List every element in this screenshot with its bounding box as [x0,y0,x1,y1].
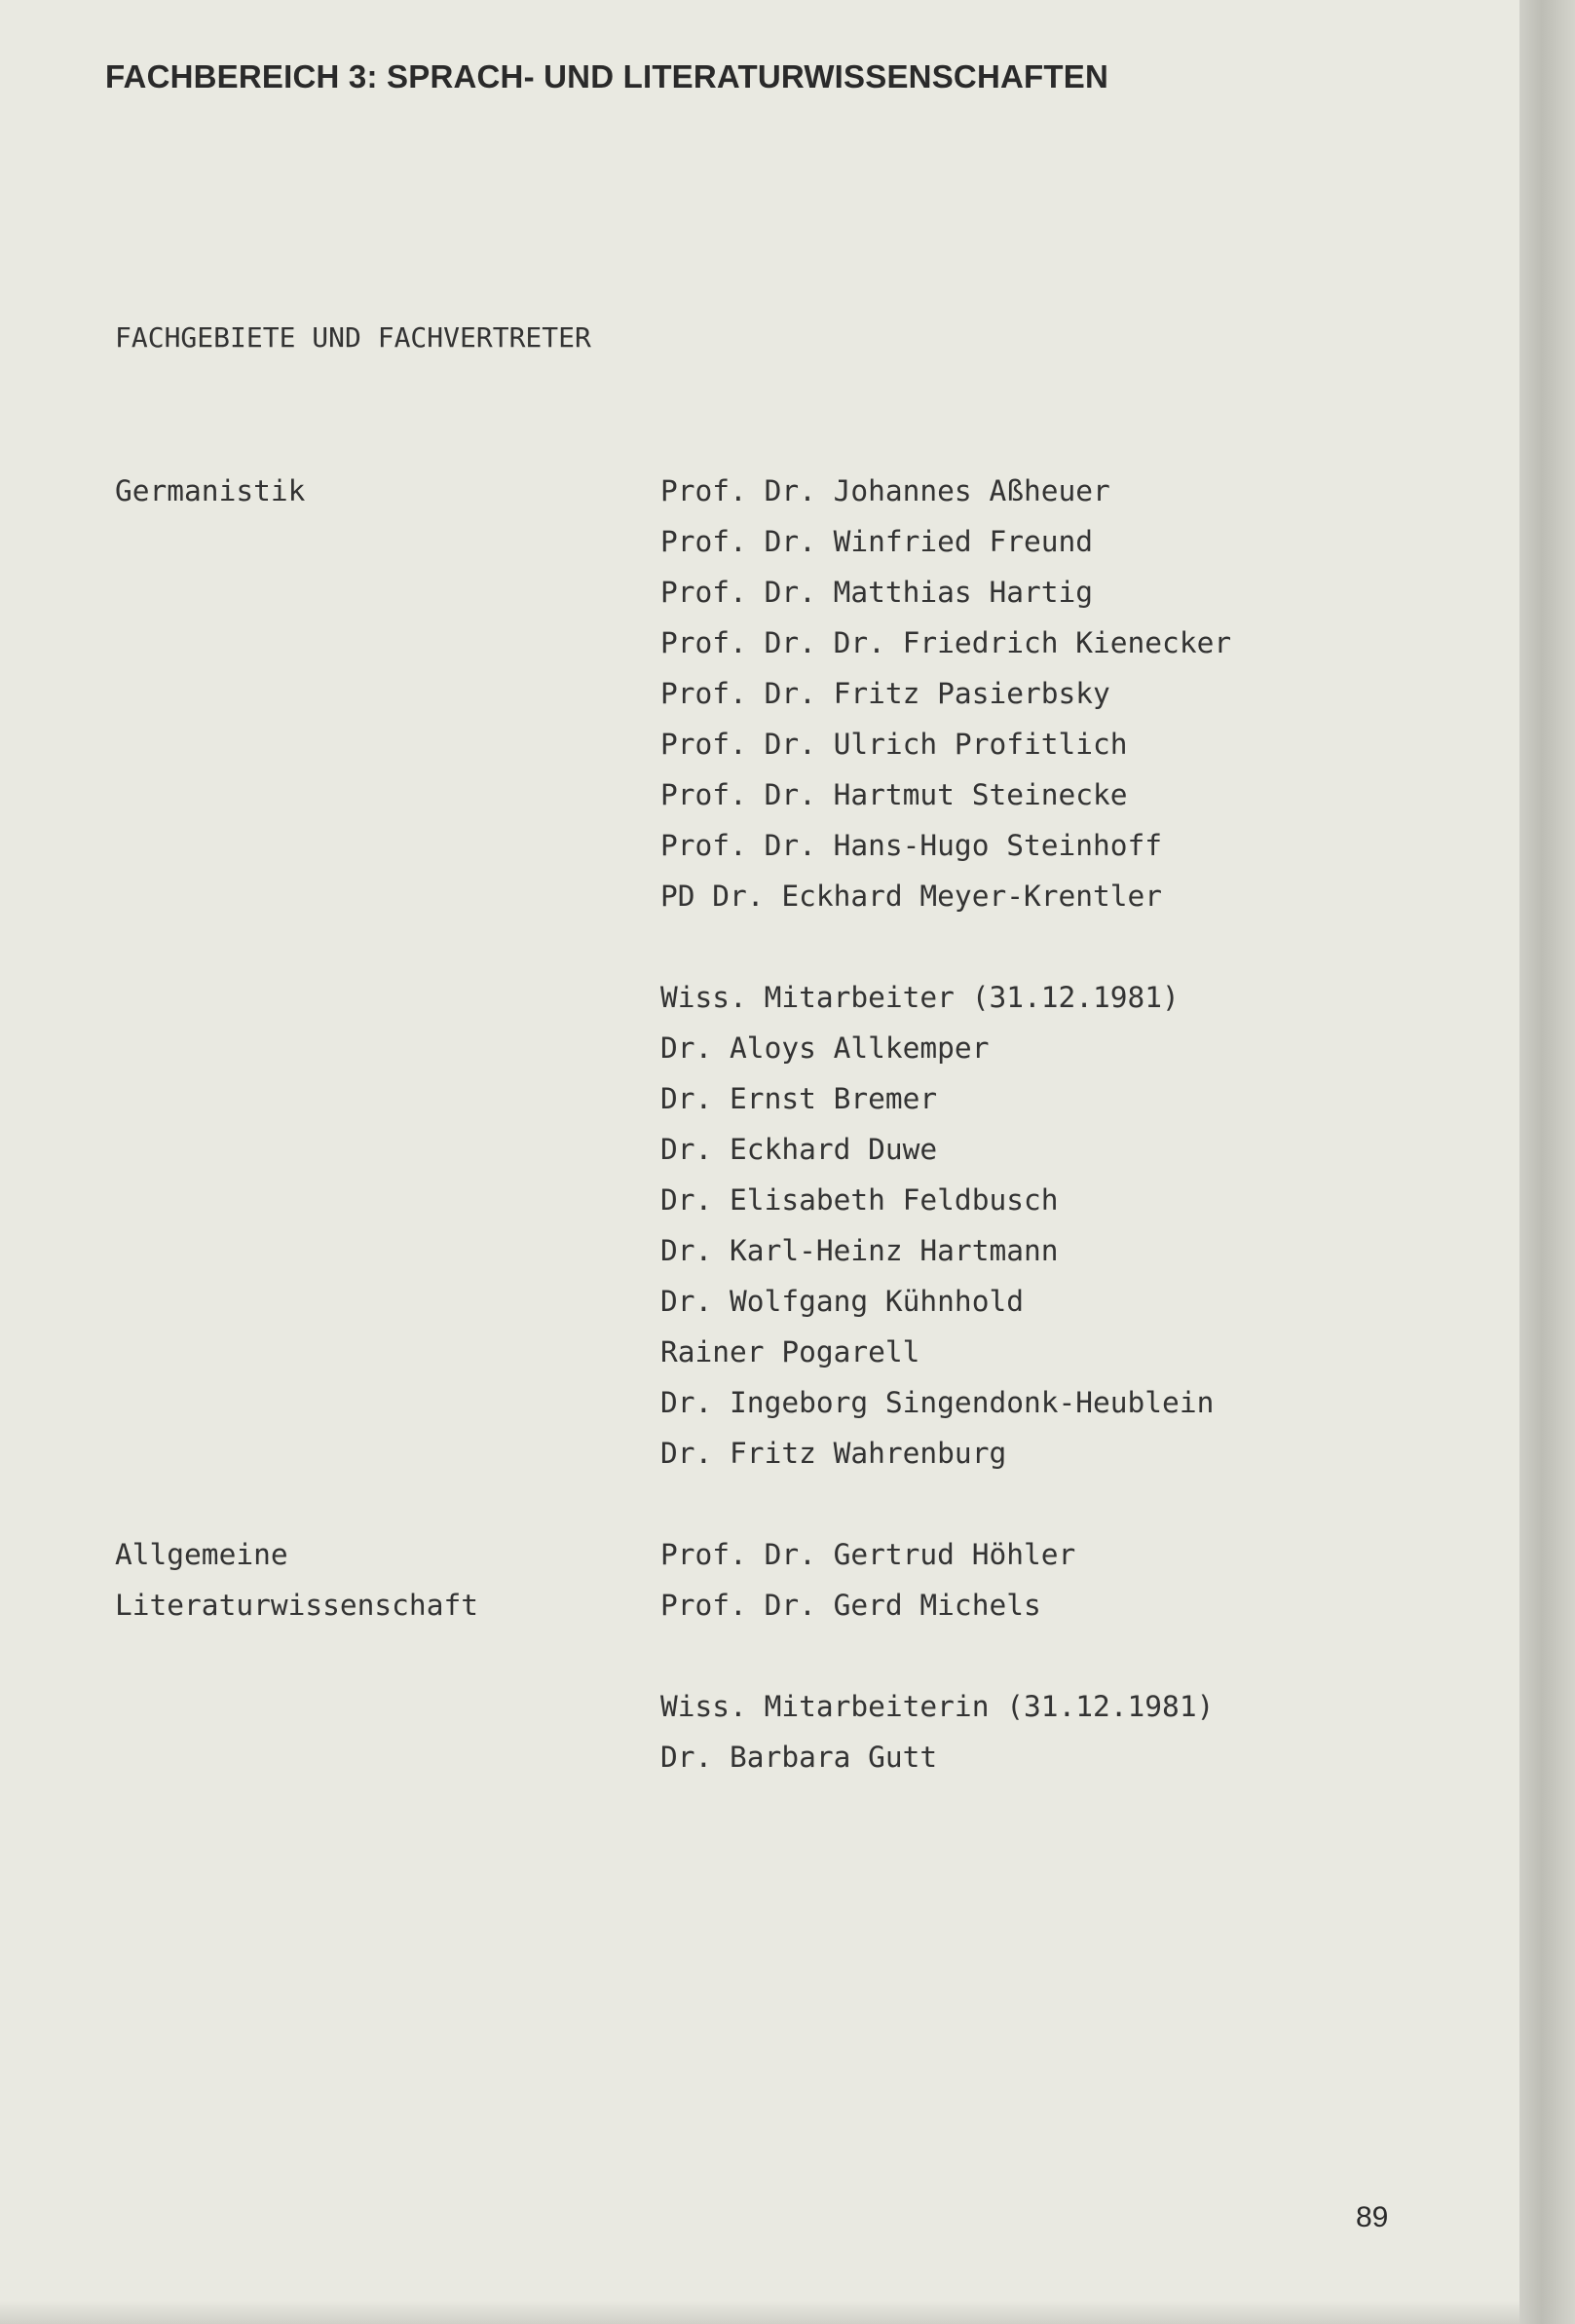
page-number: 89 [1356,2201,1389,2233]
germanistik-staff-heading: Wiss. Mitarbeiter (31.12.1981) [660,981,1180,1014]
germanistik-professor: Prof. Dr. Johannes Aßheuer [660,474,1110,507]
germanistik-staff-member: Dr. Elisabeth Feldbusch [660,1183,1059,1217]
literaturwissenschaft-label: Literaturwissenschaft [115,1589,478,1622]
allgemeine-professor: Prof. Dr. Gerd Michels [660,1589,1041,1622]
germanistik-professor: Prof. Dr. Hans-Hugo Steinhoff [660,829,1163,862]
germanistik-label: Germanistik [115,474,306,507]
germanistik-professor: PD Dr. Eckhard Meyer-Krentler [660,880,1163,913]
germanistik-professor: Prof. Dr. Hartmut Steinecke [660,778,1128,811]
germanistik-staff-member: Dr. Karl-Heinz Hartmann [660,1234,1059,1267]
fachgebiete-subheading: FACHGEBIETE UND FACHVERTRETER [115,321,591,354]
germanistik-staff-member: Dr. Ingeborg Singendonk-Heublein [660,1386,1215,1419]
germanistik-staff-member: Dr. Ernst Bremer [660,1082,938,1115]
section-heading: FACHBEREICH 3: SPRACH- UND LITERATURWISSENSCHAFTEN [105,58,1108,94]
allgemeine-label: Allgemeine [115,1538,288,1571]
page-bottom-edge [0,2301,1519,2324]
germanistik-staff-member: Rainer Pogarell [660,1335,920,1368]
allgemeine-staff-member: Dr. Barbara Gutt [660,1741,938,1774]
allgemeine-staff-heading: Wiss. Mitarbeiterin (31.12.1981) [660,1690,1215,1723]
germanistik-staff-member: Dr. Fritz Wahrenburg [660,1437,1007,1470]
germanistik-staff-member: Dr. Eckhard Duwe [660,1133,938,1166]
germanistik-staff-member: Dr. Aloys Allkemper [660,1031,990,1065]
book-spine [1519,0,1575,2324]
germanistik-professor: Prof. Dr. Matthias Hartig [660,576,1094,609]
germanistik-professor: Prof. Dr. Fritz Pasierbsky [660,677,1110,710]
germanistik-professor: Prof. Dr. Winfried Freund [660,525,1094,558]
germanistik-professor: Prof. Dr. Dr. Friedrich Kienecker [660,626,1232,659]
germanistik-staff-member: Dr. Wolfgang Kühnhold [660,1285,1024,1318]
germanistik-professor: Prof. Dr. Ulrich Profitlich [660,728,1128,761]
allgemeine-professor: Prof. Dr. Gertrud Höhler [660,1538,1076,1571]
